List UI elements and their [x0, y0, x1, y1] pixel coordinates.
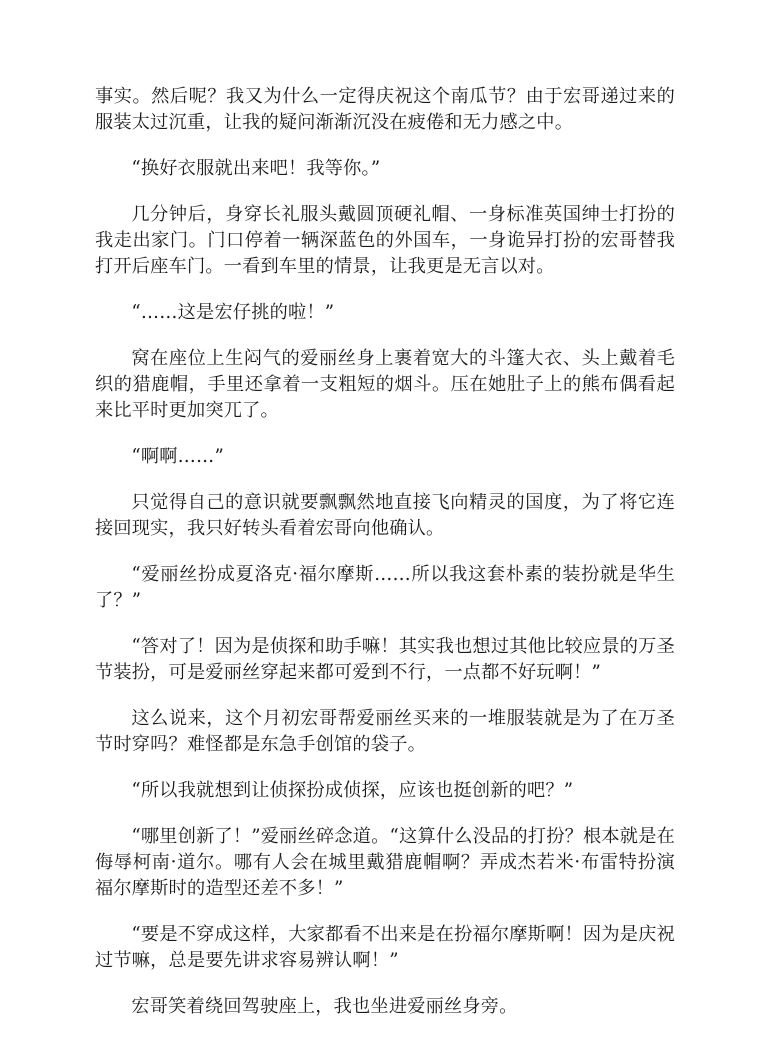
document-page	[95, 84, 675, 1040]
paragraph-8: “爱丽丝扮成夏洛克·福尔摩斯……所以我这套朴素的装扮就是华生了？”	[95, 564, 675, 611]
paragraph-4: “……这是宏仔挑的啦！”	[131, 302, 335, 323]
paragraph-14: 宏哥笑着绕回驾驶座上，我也坐进爱丽丝身旁。	[131, 996, 518, 1017]
paragraph-3: 几分钟后，身穿长礼服头戴圆顶硬礼帽、一身标准英国绅士打扮的我走出家门。门口停着一辆深蓝色的外国车，一身诡异打扮的宏哥替我打开后座车门。一看到车里的情景，让我更是无言以对。	[95, 204, 675, 277]
paragraph-2: “换好衣服就出来吧！我等你。”	[131, 158, 381, 179]
paragraph-10: 这么说来，这个月初宏哥帮爱丽丝买来的一堆服装就是为了在万圣节时穿吗？难怪都是东急手创馆的袋子。	[95, 708, 675, 755]
paragraph-6: “啊啊……”	[131, 446, 224, 467]
paragraph-13: “要是不穿成这样，大家都看不出来是在扮福尔摩斯啊！因为是庆祝过节嘛，总是要先讲求容易辨认啊！”	[95, 924, 675, 971]
paragraph-11: “所以我就想到让侦探扮成侦探，应该也挺创新的吧？”	[131, 780, 574, 801]
paragraph-9: “答对了！因为是侦探和助手嘛！其实我也想过其他比较应景的万圣节装扮，可是爱丽丝穿起来都可爱到不行，一点都不好玩啊！”	[95, 636, 675, 683]
paragraph-7: 只觉得自己的意识就要飘飘然地直接飞向精灵的国度，为了将它连接回现实，我只好转头看着宏哥向他确认。	[95, 492, 675, 539]
paragraph-1: 事实。然后呢？我又为什么一定得庆祝这个南瓜节？由于宏哥递过来的服装太过沉重，让我的疑问渐渐沉没在疲倦和无力感之中。	[95, 86, 675, 133]
paragraph-12: “哪里创新了！”爱丽丝碎念道。“这算什么没品的打扮？根本就是在侮辱柯南·道尔。哪有人会在城里戴猎鹿帽啊？弄成杰若米·布雷特扮演福尔摩斯时的造型还差不多！”	[95, 826, 675, 899]
paragraph-5: 窝在座位上生闷气的爱丽丝身上裹着宽大的斗篷大衣、头上戴着毛织的猎鹿帽，手里还拿着一支粗短的烟斗。压在她肚子上的熊布偶看起来比平时更加突兀了。	[95, 348, 675, 421]
